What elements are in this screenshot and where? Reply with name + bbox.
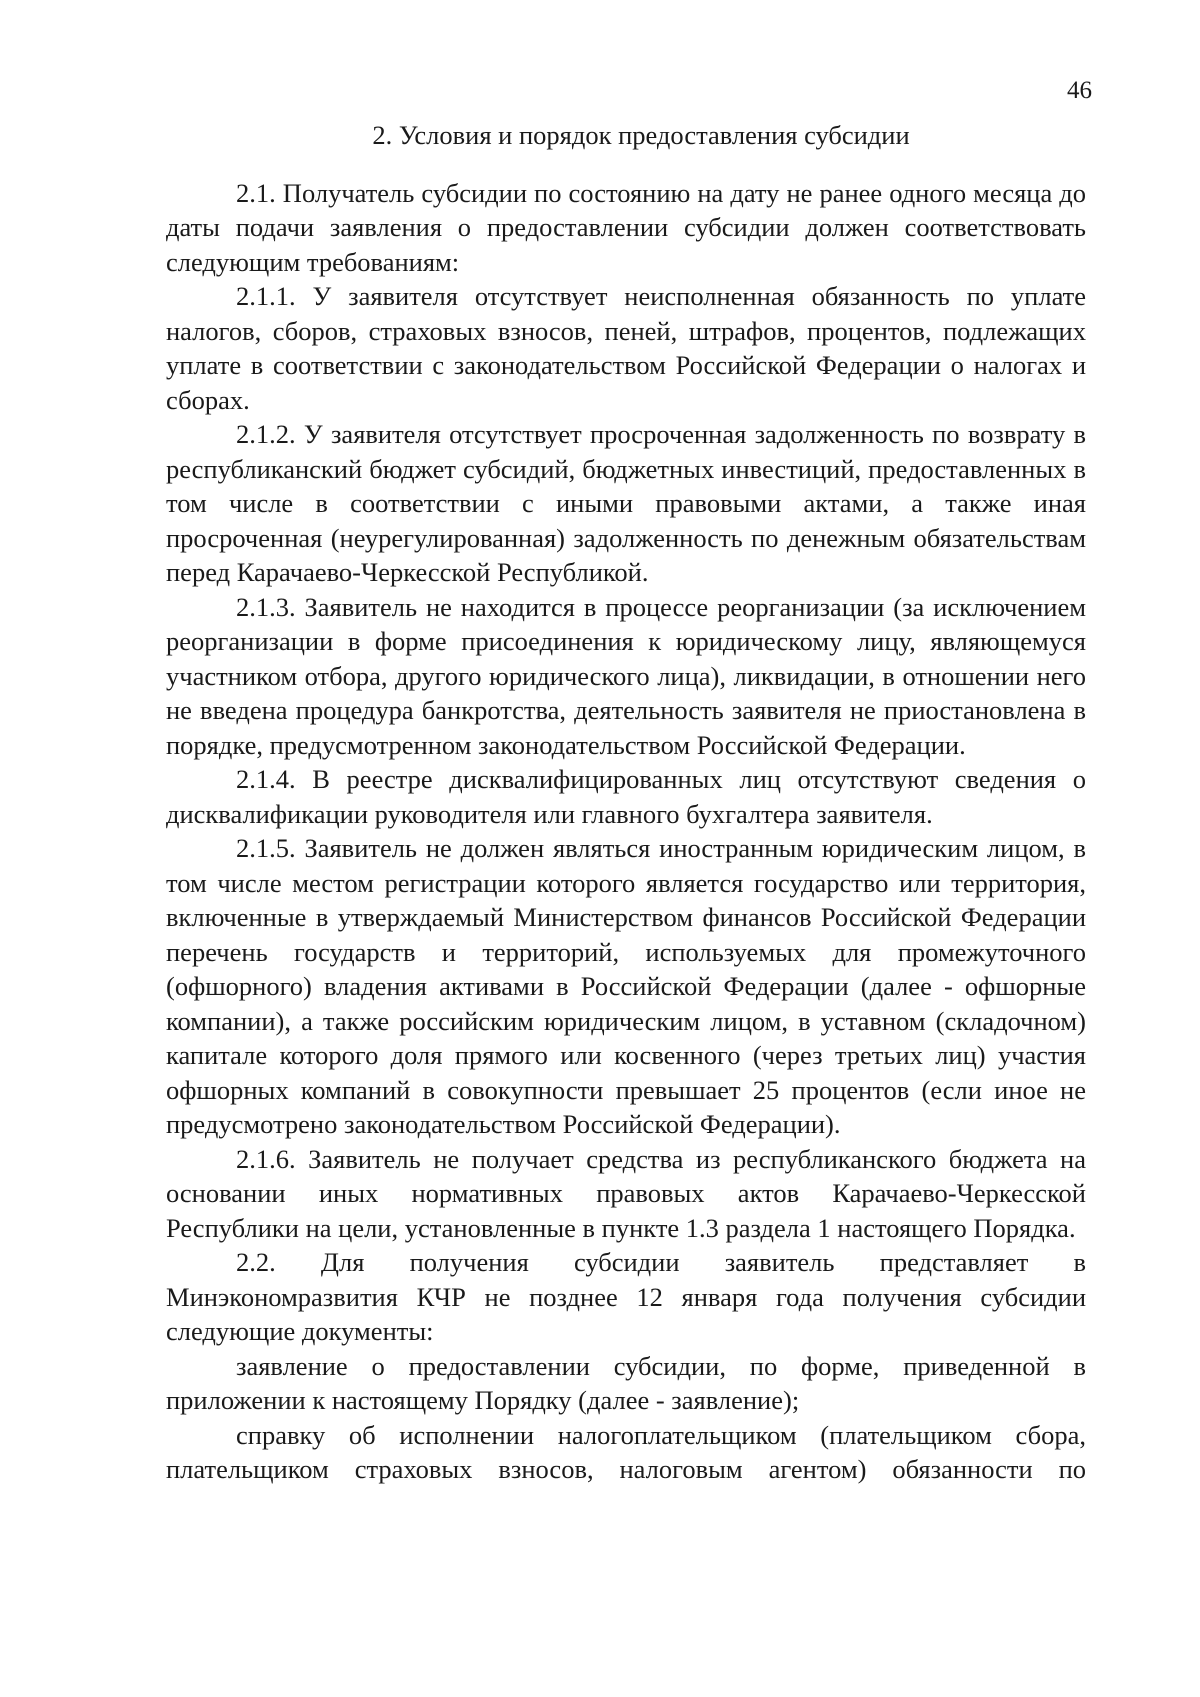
page-number: 46 [1067,77,1092,104]
section-heading: 2. Условия и порядок предоставления субсидии [372,120,910,150]
document-body [166,118,1086,1487]
paragraph-2-1-5: 2.1.5. Заявитель не должен являться иностранным юридическим лицом, в том числе местом регистрации которого является государство или территория, включенные в утверждаемый Министерством финансов Российской Федерации перечень государств и территорий, используемых для промежуточного (офшорного) владения активами в Российской Федерации (далее - офшорные компании), а также российским юридическим лицом, в уставном (складочном) капитале которого доля прямого или косвенного (через третьих лиц) участия офшорных компаний в совокупности превышает 25 процентов (если иное не предусмотрено законодательством Российской Федерации). [166,833,1086,1139]
paragraph-2-1-4: 2.1.4. В реестре дисквалифицированных лиц отсутствуют сведения о дисквалификации руководителя или главного бухгалтера заявителя. [166,764,1086,829]
paragraph-2-1-6: 2.1.6. Заявитель не получает средства из республиканского бюджета на основании иных нормативных правовых актов Карачаево-Черкесской Республики на цели, установленные в пункте 1.3 раздела 1 настоящего Порядка. [166,1143,1086,1243]
paragraph-2-1-3: 2.1.3. Заявитель не находится в процессе реорганизации (за исключением реорганизации в форме присоединения к юридическому лицу, являющемуся участником отбора, другого юридического лица), ликвидации, в отношении него не введена процедура банкротства, деятельность заявителя не приостановлена в порядке, предусмотренном законодательством Российской Федерации. [166,591,1086,760]
paragraph-2-1-2: 2.1.2. У заявителя отсутствует просроченная задолженность по возврату в республиканский бюджет субсидий, бюджетных инвестиций, предоставленных в том числе в соответствии с иными правовыми актами, а также иная просроченная (неурегулированная) задолженность по денежным обязательствам перед Карачаево-Черкесской Республикой. [166,419,1086,587]
paragraph-2-1-1: 2.1.1. У заявителя отсутствует неисполненная обязанность по уплате налогов, сборов, страховых взносов, пеней, штрафов, процентов, подлежащих уплате в соответствии с законодательством Российской Федерации о налогах и сборах. [166,281,1086,415]
paragraph-2-2: 2.2. Для получения субсидии заявитель представляет в Минэкономразвития КЧР не позднее 12 января года получения субсидии следующие документы: [166,1247,1086,1346]
list-item-application: заявление о предоставлении субсидии, по форме, приведенной в приложении к настоящему Порядку (далее - заявление); [166,1350,1086,1415]
paragraph-2-1: 2.1. Получатель субсидии по состоянию на дату не ранее одного месяца до даты подачи заявления о предоставлении субсидии должен соответствовать следующим требованиям: [166,177,1086,277]
list-item-tax-certificate: справку об исполнении налогоплательщиком (плательщиком сбора, плательщиком страховых взносов, налоговым агентом) обязанности по [166,1419,1086,1484]
